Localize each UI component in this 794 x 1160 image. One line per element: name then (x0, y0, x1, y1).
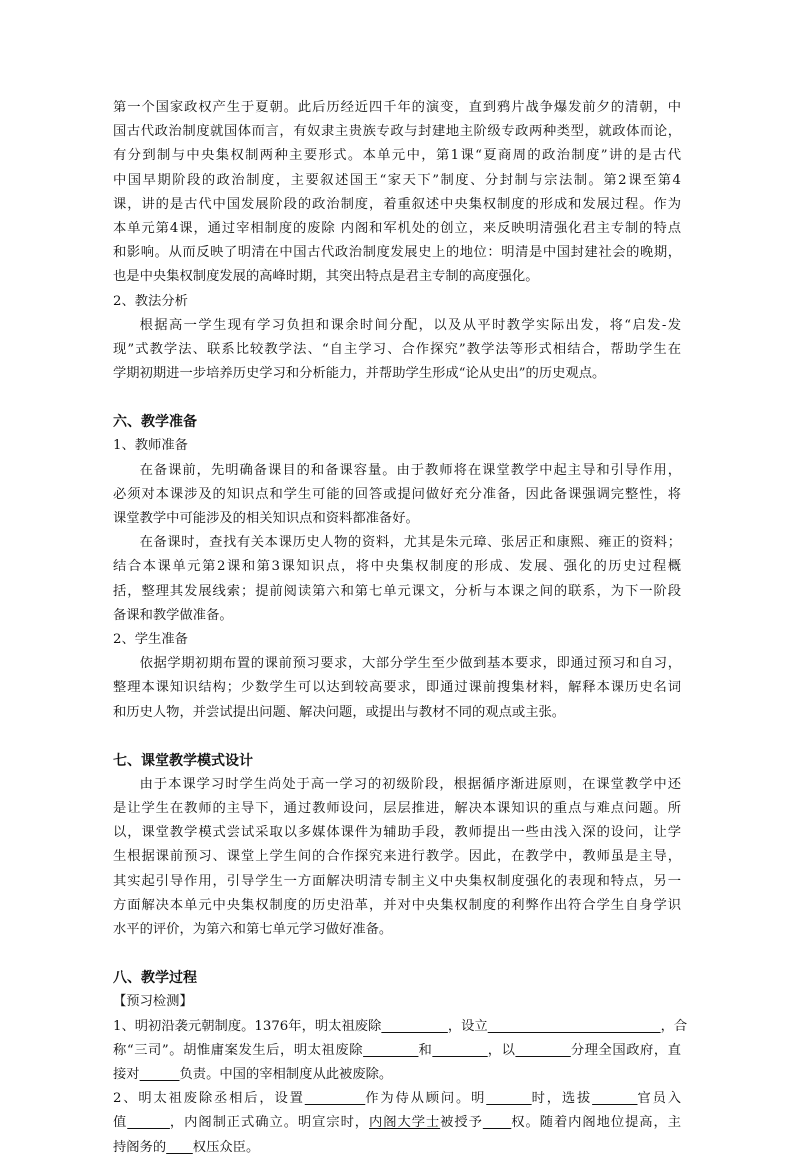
teacher-prep-paragraph-1 (113, 459, 681, 532)
section-heading-mode-design: 七、课堂教学模式设计 (113, 752, 253, 769)
subheading-teacher-prep: 1、教师准备 (113, 438, 188, 454)
section-heading-preparation: 六、教学准备 (113, 414, 197, 431)
text-line: 第一个国家政权产生于夏朝。此后历经近四千年的演变，直到鸦片战争爆发前夕的清朝，中 (113, 100, 681, 115)
text-line: 2、明太祖废除丞相后，设置 作为侍从顾问。明 时，选拔 官员入 (113, 1091, 682, 1107)
mode-design-paragraph (113, 773, 681, 942)
text-line: 中国早期阶段的政治制度，主要叙述国王“家天下”制度、分封制与宗法制。第2课至第4 (113, 172, 681, 188)
text-line: 必须对本课涉及的知识点和学生可能的回答或提问做好充分准备，因此备课强调完整性，将 (113, 486, 681, 502)
text-line: 结合本课单元第2课和第3课知识点，将中央集权制度的形成、发展、强化的历史过程概 (113, 559, 681, 575)
text-line: 国古代政治制度就国体而言，有奴隶主贵族专政与封建地主阶级专政两种类型，就政体而论， (113, 124, 681, 140)
text-line: 本单元第4课，通过宰相制度的废除 内阁和军机处的创立，来反映明清强化君主专制的特点 (113, 220, 681, 236)
subheading-teaching-method: 2、教法分析 (113, 293, 188, 309)
text-line: 根据高一学生现有学习负担和课余时间分配，以及从平时教学实际出发，将“启发-发 (139, 317, 681, 333)
question-1 (113, 1015, 688, 1088)
text-line: 课，讲的是古代中国发展阶段的政治制度，着重叙述中央集权制度的形成和发展过程。作为 (113, 196, 681, 212)
text-line: 是让学生在教师的主导下，通过教师设问，层层推进，解决本课知识的重点与难点问题。所 (113, 801, 681, 817)
text-line: 方面解决本单元中央集权制度的历史沿革，并对中央集权制度的利弊作出符合学生自身学识 (113, 897, 681, 913)
question-2 (113, 1087, 681, 1160)
text-line: 称“三司”。胡惟庸案发生后，明太祖废除 和 ，以 分理全国政府，直 (113, 1042, 682, 1058)
text-line: 和历史人物，并尝试提出问题、解决问题，或提出与教材不同的观点或主张。 (113, 704, 566, 720)
text-line: 值 ，内阁制正式确立。明宣宗时，内阁大学士被授予 权。随着内阁地位提高，主 (113, 1115, 682, 1131)
underlined-term: 内阁大学士 (369, 1115, 441, 1131)
document-body (113, 96, 688, 1160)
unit-analysis-paragraph (113, 96, 681, 290)
text-line: 水平的评价，为第六和第七单元学习做好准备。 (113, 922, 393, 937)
text-line: 在备课前，先明确备课目的和备课容量。由于教师将在课堂教学中起主导和引导作用， (139, 462, 681, 478)
text-line: 由于本课学习时学生尚处于高一学习的初级阶段，根据循序渐进原则，在课堂教学中还 (139, 776, 681, 792)
teaching-method-paragraph (113, 314, 681, 387)
text-line: 以，课堂教学模式尝试采取以多媒体课件为辅助手段，教师提出一些由浅入深的设问，让学 (113, 825, 681, 841)
text-line: 其实起引导作用，引导学生一方面解决明清专制主义中央集权制度强化的表现和特点，另一 (113, 873, 681, 889)
teacher-prep-paragraph-2 (113, 531, 681, 628)
subheading-student-prep: 2、学生准备 (113, 631, 188, 647)
text-line: 持阁务的 权压众臣。 (113, 1139, 260, 1155)
text-line: 在备课时，查找有关本课历史人物的资料，尤其是朱元璋、张居正和康熙、雍正的资料； (139, 535, 681, 551)
text-line: 课堂教学中可能涉及的相关知识点和资料都准备好。 (113, 511, 419, 526)
subheading-preview-check: 【预习检测】 (113, 994, 193, 1010)
text-line: 生根据课前预习、课堂上学生间的合作探究来进行教学。因此，在教学中，教师虽是主导， (113, 849, 681, 865)
text-line: 有分到制与中央集权制两种主要形式。本单元中，第1课“夏商周的政治制度”讲的是古代 (113, 148, 681, 164)
text-line: 括，整理其发展线索；提前阅读第六和第七单元课文，分析与本课之间的联系，为下一阶段 (113, 583, 681, 599)
text-line: 接对 负责。中国的宰相制度从此被废除。 (113, 1066, 393, 1082)
text-line: 和影响。从而反映了明清在中国古代政治制度发展史上的地位：明清是中国封建社会的晚期， (113, 245, 681, 261)
text-line: 1、明初沿袭元朝制度。1376年，明太祖废除 ，设立 ，合 (113, 1018, 688, 1034)
text-line: 现”式教学法、联系比较教学法、“自主学习、合作探究”教学法等形式相结合，帮助学生在 (113, 341, 681, 357)
text-line: 也是中央集权制度发展的高峰时期，其突出特点是君主专制的高度强化。 (113, 269, 539, 285)
section-heading-process: 八、教学过程 (113, 970, 197, 987)
text-line: 备课和教学做准备。 (113, 607, 233, 623)
text-line: 整理本课知识结构；少数学生可以达到较高要求，即通过课前搜集材料，解释本课历史名词 (113, 680, 681, 696)
text-line: 依据学期初期布置的课前预习要求，大部分学生至少做到基本要求，即通过预习和自习， (139, 656, 681, 672)
student-prep-paragraph (113, 652, 681, 725)
text-line: 学期初期进一步培养历史学习和分析能力，并帮助学生形成“论从史出”的历史观点。 (113, 366, 606, 382)
